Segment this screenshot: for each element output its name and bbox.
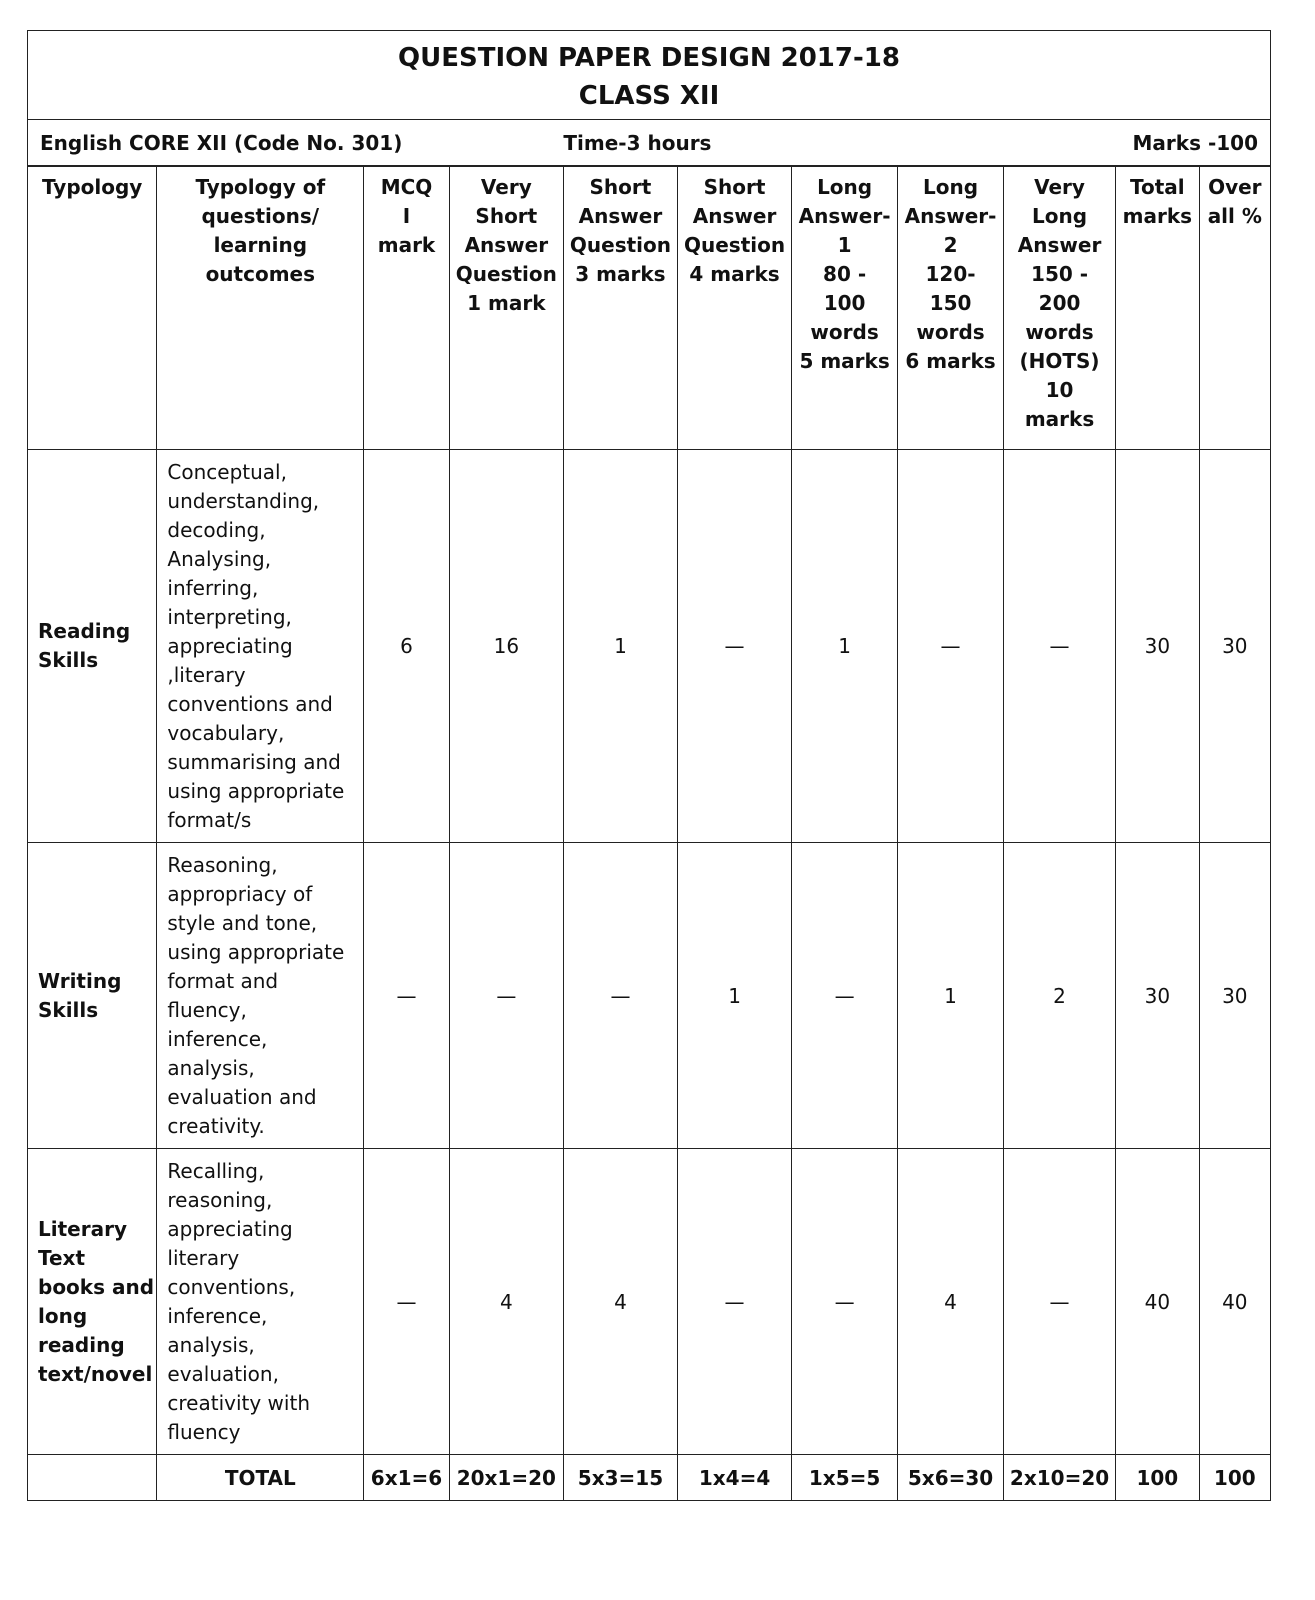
column-header-8-line: 150 - <box>1031 262 1089 286</box>
table-cell: — <box>563 843 677 1149</box>
table-row-literary <box>28 1149 1271 1455</box>
meta-row <box>27 120 1271 166</box>
row-outcomes-line: analysis, <box>167 1332 255 1357</box>
row-outcomes-line: evaluation and <box>167 1084 317 1109</box>
column-header-6-line: words <box>810 320 879 344</box>
column-header-7-line: 150 <box>929 291 972 315</box>
row-typology-line: Reading <box>38 619 131 643</box>
row-outcomes-line: appropriacy of <box>167 881 313 906</box>
column-header-7-line: 120- <box>925 262 976 286</box>
column-header-7-line: words <box>916 320 985 344</box>
column-header-3-line: Very <box>480 175 532 199</box>
row-outcomes <box>157 1149 364 1455</box>
column-header-8-line: 200 <box>1038 291 1081 315</box>
table-cell: 30 <box>1199 450 1270 843</box>
total-cell: 1x4=4 <box>678 1455 792 1501</box>
row-outcomes-line: inferring, <box>167 575 259 600</box>
header-row <box>28 167 1271 450</box>
column-header-1 <box>157 167 364 450</box>
column-header-3-line: 1 mark <box>467 291 546 315</box>
column-header-7-line: Long <box>923 175 979 199</box>
row-outcomes-line: fluency, <box>167 997 247 1022</box>
row-typology-line: text/novel <box>38 1361 153 1386</box>
row-outcomes <box>157 843 364 1149</box>
column-header-6-line: Answer- <box>798 204 891 228</box>
column-header-7 <box>898 167 1004 450</box>
column-header-2-line: mark <box>377 233 436 257</box>
row-typology-line: Text <box>38 1245 86 1270</box>
question-paper-design-sheet <box>27 30 1271 1501</box>
column-header-8-line: words <box>1025 320 1094 344</box>
column-header-5 <box>678 167 792 450</box>
row-outcomes-line: summarising and <box>167 749 341 774</box>
total-cell: 5x6=30 <box>898 1455 1004 1501</box>
column-header-8 <box>1004 167 1116 450</box>
table-cell: 1 <box>678 843 792 1149</box>
row-outcomes-line: Analysing, <box>167 546 272 571</box>
table-cell: 4 <box>898 1149 1004 1455</box>
total-cell: 100 <box>1116 1455 1200 1501</box>
column-header-8-line: 10 <box>1045 378 1074 402</box>
subject-label: English CORE XII (Code No. 301) <box>40 130 403 155</box>
total-cell: 5x3=15 <box>563 1455 677 1501</box>
column-header-4 <box>563 167 677 450</box>
table-cell: 1 <box>792 450 898 843</box>
row-outcomes-line: evaluation, <box>167 1361 279 1386</box>
column-header-8-line: Very <box>1034 175 1085 199</box>
table-row-writing <box>28 843 1271 1149</box>
column-header-9 <box>1116 167 1200 450</box>
table-cell: 6 <box>364 450 450 843</box>
row-typology-line: reading <box>38 1332 125 1357</box>
column-header-1-line: learning <box>213 233 308 257</box>
row-typology-line: Skills <box>38 648 99 672</box>
row-typology <box>28 1149 157 1455</box>
column-header-4-line: Answer <box>578 204 663 228</box>
column-header-1-line: questions/ <box>201 204 320 228</box>
column-header-2-line: MCQ <box>380 175 433 199</box>
column-header-0-line: Typology <box>42 175 143 199</box>
row-outcomes <box>157 450 364 843</box>
title-line-2: CLASS XII <box>578 81 720 111</box>
row-typology-line: Literary <box>38 1216 127 1241</box>
column-header-5-line: 4 marks <box>689 262 780 286</box>
column-header-2 <box>364 167 450 450</box>
column-header-9-line: Total <box>1130 175 1185 199</box>
row-outcomes-line: decoding, <box>167 517 266 542</box>
row-outcomes-line: style and tone, <box>167 910 318 935</box>
column-header-5-line: Answer <box>692 204 777 228</box>
column-header-8-line: Long <box>1032 204 1088 228</box>
column-header-7-line: Answer- <box>904 204 997 228</box>
row-outcomes-line: using appropriate <box>167 778 345 803</box>
row-outcomes-line: format and <box>167 968 279 993</box>
column-header-6-line: 100 <box>823 291 866 315</box>
row-outcomes-line: inference, <box>167 1303 268 1328</box>
table-cell: 16 <box>449 450 563 843</box>
table-cell: 40 <box>1199 1149 1270 1455</box>
row-outcomes-line: inference, <box>167 1026 268 1051</box>
table-cell: 40 <box>1116 1149 1200 1455</box>
row-outcomes-line: using appropriate <box>167 939 345 964</box>
table-cell: — <box>792 843 898 1149</box>
table-cell: 1 <box>898 843 1004 1149</box>
row-outcomes-line: creativity with <box>167 1390 310 1415</box>
row-outcomes-line: vocabulary, <box>167 720 285 745</box>
table-cell: 4 <box>449 1149 563 1455</box>
column-header-2-line: I <box>402 204 411 228</box>
column-header-10-line: all % <box>1207 204 1262 228</box>
column-header-7-line: 2 <box>943 233 958 257</box>
column-header-4-line: Question <box>569 233 671 257</box>
table-cell: — <box>792 1149 898 1455</box>
marks-label: Marks -100 <box>1132 130 1258 155</box>
column-header-1-line: outcomes <box>205 262 316 286</box>
column-header-6 <box>792 167 898 450</box>
row-outcomes-line: literary <box>167 1245 240 1270</box>
column-header-8-line: (HOTS) <box>1019 349 1100 373</box>
table-cell: — <box>678 450 792 843</box>
table-cell: — <box>1004 450 1116 843</box>
row-outcomes-line: analysis, <box>167 1055 255 1080</box>
row-typology-line: Skills <box>38 997 99 1022</box>
row-outcomes-line: format/s <box>167 807 252 832</box>
column-header-4-line: Short <box>589 175 652 199</box>
column-header-0 <box>28 167 157 450</box>
column-header-6-line: Long <box>817 175 873 199</box>
table-cell: — <box>364 843 450 1149</box>
column-header-6-line: 1 <box>837 233 852 257</box>
row-typology <box>28 450 157 843</box>
column-header-10 <box>1199 167 1270 450</box>
column-header-6-line: 5 marks <box>799 349 890 373</box>
table-cell: 1 <box>563 450 677 843</box>
row-typology-line: long <box>38 1303 88 1328</box>
row-outcomes-line: interpreting, <box>167 604 292 629</box>
row-outcomes-line: Conceptual, <box>167 459 287 484</box>
row-outcomes-line: Recalling, <box>167 1158 265 1183</box>
column-header-3-line: Short <box>475 204 538 228</box>
time-label: Time-3 hours <box>563 130 712 155</box>
row-typology <box>28 843 157 1149</box>
total-row <box>28 1455 1271 1501</box>
row-outcomes-line: Reasoning, <box>167 852 278 877</box>
column-header-4-line: 3 marks <box>575 262 666 286</box>
row-typology-line: Writing <box>38 968 122 993</box>
column-header-5-line: Question <box>684 233 786 257</box>
row-outcomes-line: reasoning, <box>167 1187 273 1212</box>
table-cell: 30 <box>1116 450 1200 843</box>
table-cell: — <box>449 843 563 1149</box>
row-outcomes-line: fluency <box>167 1419 241 1444</box>
row-typology-line: books and <box>38 1274 155 1299</box>
column-header-3 <box>449 167 563 450</box>
table-cell: — <box>364 1149 450 1455</box>
column-header-8-line: Answer <box>1017 233 1102 257</box>
row-outcomes-line: conventions and <box>167 691 333 716</box>
column-header-9-line: marks <box>1122 204 1193 228</box>
total-cell: 100 <box>1199 1455 1270 1501</box>
table-cell: 30 <box>1116 843 1200 1149</box>
table-cell: 30 <box>1199 843 1270 1149</box>
column-header-7-line: 6 marks <box>905 349 996 373</box>
total-label: TOTAL <box>157 1455 364 1501</box>
row-outcomes-line: understanding, <box>167 488 320 513</box>
column-header-3-line: Answer <box>464 233 549 257</box>
table-cell: 2 <box>1004 843 1116 1149</box>
table-cell: — <box>898 450 1004 843</box>
column-header-10-line: Over <box>1208 175 1262 199</box>
total-cell: 1x5=5 <box>792 1455 898 1501</box>
total-cell: 20x1=20 <box>449 1455 563 1501</box>
title-box <box>27 30 1271 120</box>
table-row-reading <box>28 450 1271 843</box>
row-outcomes-line: ,literary <box>167 662 246 687</box>
total-empty-cell <box>28 1455 157 1501</box>
design-table <box>27 166 1271 1501</box>
total-cell: 6x1=6 <box>364 1455 450 1501</box>
table-cell: — <box>1004 1149 1116 1455</box>
table-cell: — <box>678 1149 792 1455</box>
row-outcomes-line: conventions, <box>167 1274 296 1299</box>
total-cell: 2x10=20 <box>1004 1455 1116 1501</box>
table-cell: 4 <box>563 1149 677 1455</box>
row-outcomes-line: appreciating <box>167 633 293 658</box>
column-header-8-line: marks <box>1024 407 1095 431</box>
row-outcomes-line: creativity. <box>167 1113 265 1138</box>
column-header-5-line: Short <box>703 175 766 199</box>
row-outcomes-line: appreciating <box>167 1216 293 1241</box>
column-header-1-line: Typology of <box>195 175 326 199</box>
title-line-1: QUESTION PAPER DESIGN 2017-18 <box>398 43 900 73</box>
column-header-6-line: 80 - <box>823 262 867 286</box>
column-header-3-line: Question <box>455 262 557 286</box>
